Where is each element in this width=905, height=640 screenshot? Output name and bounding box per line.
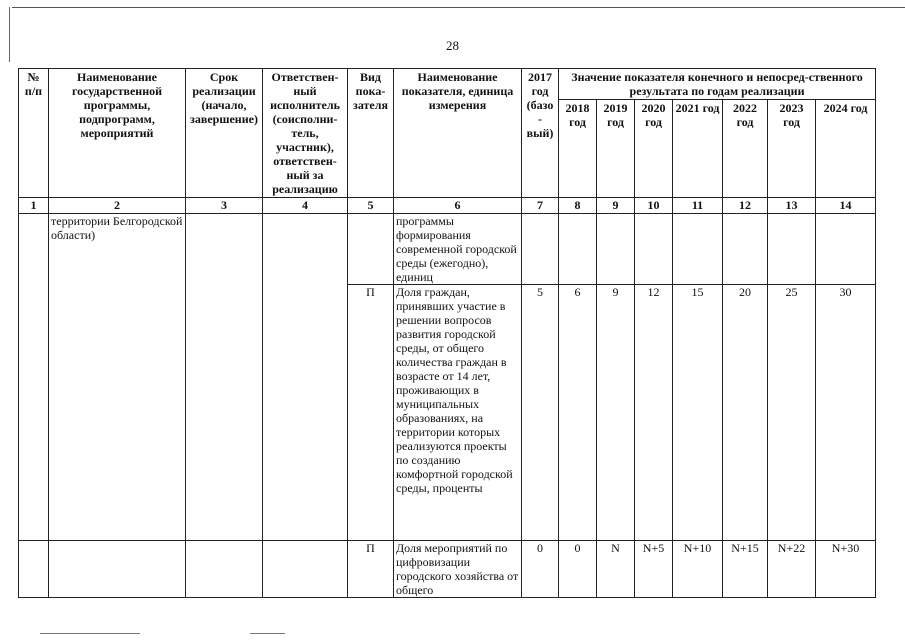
cell-program	[49, 541, 186, 598]
cell-value: 6	[559, 285, 597, 541]
cell-value: 9	[597, 285, 635, 541]
header-values-group: Значение показателя конечного и непосред-ственного результата по годам реализации	[559, 69, 876, 100]
cell-value: 20	[723, 285, 768, 541]
cell-value: 12	[635, 285, 673, 541]
cell-type	[348, 214, 394, 285]
column-number: 8	[559, 198, 597, 214]
header-type: Вид пока-зателя	[348, 69, 394, 198]
header-indicator: Наименование показателя, единица измерения	[394, 69, 522, 198]
table-row	[19, 214, 876, 285]
header-num: № п/п	[19, 69, 49, 198]
cell-type: П	[348, 285, 394, 541]
cell-value: N+5	[635, 541, 673, 598]
column-number-row	[19, 198, 876, 214]
cell-value	[673, 214, 723, 285]
header-year: 2023 год	[768, 100, 816, 198]
scan-artifact-line	[250, 633, 285, 634]
header-period: Срок реализации (начало, завершение)	[186, 69, 263, 198]
cell-value: N+10	[673, 541, 723, 598]
column-number: 11	[673, 198, 723, 214]
page-number: 28	[446, 38, 459, 53]
column-number: 7	[522, 198, 559, 214]
header-base-year: 2017 год (базо - вый)	[522, 69, 559, 198]
cell-indicator: Доля мероприятий по цифровизации городского хозяйства от общего	[394, 541, 522, 598]
cell-value	[635, 214, 673, 285]
cell-value: 30	[816, 285, 876, 541]
cell-value: N+30	[816, 541, 876, 598]
cell-executor	[263, 214, 348, 541]
cell-value: N+22	[768, 541, 816, 598]
header-year: 2022 год	[723, 100, 768, 198]
cell-indicator: программы формирования современной городской среды (ежегодно), единиц	[394, 214, 522, 285]
column-number: 13	[768, 198, 816, 214]
cell-executor	[263, 541, 348, 598]
cell-base: 5	[522, 285, 559, 541]
cell-value: 25	[768, 285, 816, 541]
header-year: 2019 год	[597, 100, 635, 198]
cell-period	[186, 541, 263, 598]
header-program: Наименование государственной программы, подпрограмм, мероприятий	[49, 69, 186, 198]
cell-value	[597, 214, 635, 285]
cell-indicator: Доля граждан, принявших участие в решении вопросов развития городской среды, от общего количества граждан в возрасте от 14 лет, проживающих в муниципальных образованиях, на территории которых реализуются проекты по созданию комфортной городской среды, проценты	[394, 285, 522, 541]
cell-base	[522, 214, 559, 285]
cell-value	[768, 214, 816, 285]
column-number: 12	[723, 198, 768, 214]
cell-value: N+15	[723, 541, 768, 598]
header-executor: Ответствен-ный исполнитель (соисполни-тель, участник), ответствен-ный за реализацию	[263, 69, 348, 198]
cell-period	[186, 214, 263, 541]
cell-base: 0	[522, 541, 559, 598]
cell-program: территории Белгородской области)	[49, 214, 186, 541]
header-row	[19, 69, 876, 100]
column-number: 1	[19, 198, 49, 214]
cell-value: N	[597, 541, 635, 598]
column-number: 4	[263, 198, 348, 214]
cell-value: 15	[673, 285, 723, 541]
cell-value	[816, 214, 876, 285]
cell-value	[723, 214, 768, 285]
column-number: 2	[49, 198, 186, 214]
column-number: 14	[816, 198, 876, 214]
table-row	[19, 541, 876, 598]
cell-num	[19, 541, 49, 598]
cell-value: 0	[559, 541, 597, 598]
header-year: 2020 год	[635, 100, 673, 198]
scan-artifact-line	[40, 633, 140, 634]
column-number: 10	[635, 198, 673, 214]
cell-type: П	[348, 541, 394, 598]
column-number: 5	[348, 198, 394, 214]
column-number: 6	[394, 198, 522, 214]
header-year: 2018 год	[559, 100, 597, 198]
header-year: 2024 год	[816, 100, 876, 198]
cell-value	[559, 214, 597, 285]
header-year: 2021 год	[673, 100, 723, 198]
cell-num	[19, 214, 49, 541]
scan-edge-top	[12, 7, 905, 8]
column-number: 9	[597, 198, 635, 214]
column-number: 3	[186, 198, 263, 214]
indicator-table	[18, 68, 876, 598]
